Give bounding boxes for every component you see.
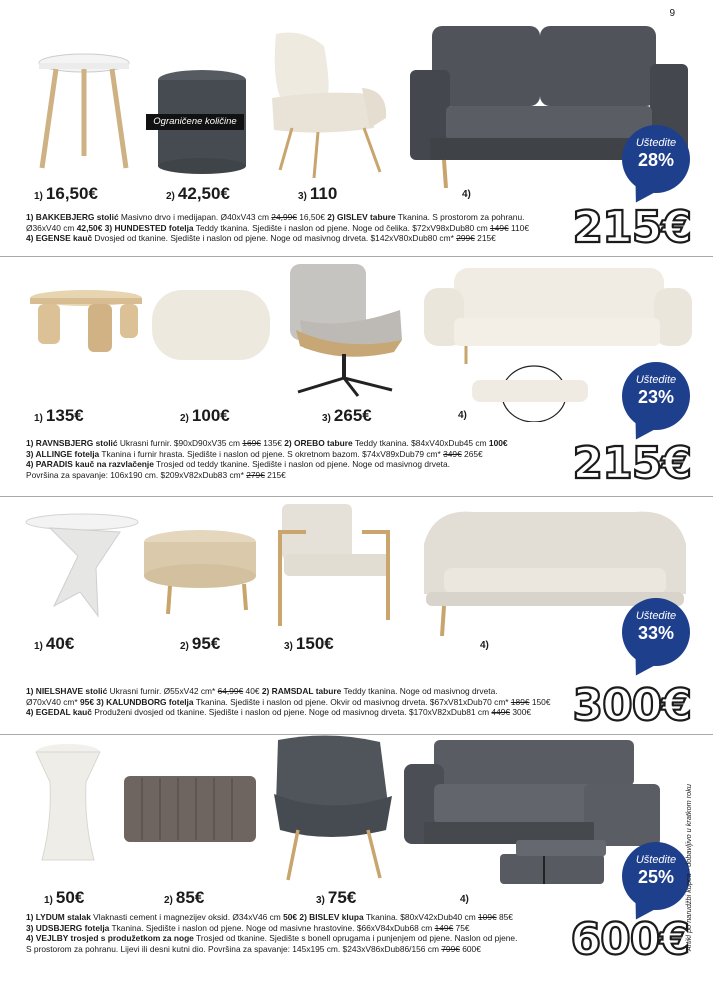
price-item-3: 3) 110 — [298, 184, 338, 203]
bench-image — [120, 772, 260, 852]
teddy-armchair-image — [262, 28, 392, 178]
price-item-3: 3) 150€ — [284, 634, 334, 653]
description-line: 3) ALLINGE fotelja Tkanina i furnir hrasta. Sjedište i naslon od pjene. S okretnom bazom. $74xV89xDub79 cm* 349€ 265€ — [26, 448, 483, 459]
sofa-bed-open-detail-image — [464, 362, 594, 422]
price-item-2: 2) 100€ — [180, 406, 230, 425]
description-line: 1) RAVNSBJERG stolić Ukrasni furnir. $90xD90xV35 cm 169€ 135€ 2) OREBO tabure Teddy tkanina. $84xV40xDub45 cm 100€ — [26, 438, 508, 448]
cement-stool-image — [28, 742, 108, 872]
price-item-2: 2) 42,50€ — [166, 184, 230, 203]
price-item-2: 2) 95€ — [180, 634, 221, 653]
price-item-3: 3) 265€ — [322, 406, 372, 425]
price-item-4: 4) — [462, 189, 471, 200]
round-pouf-image — [140, 528, 260, 618]
description-line: 1) BAKKEBJERG stolić Masivno drvo i medijapan. Ø40xV43 cm 24,99€ 16,50€ 2) GISLEV tabure Tkanina. S prostorom za pohranu. — [26, 212, 525, 222]
product-description — [26, 912, 566, 955]
price-item-1: 1) 40€ — [34, 634, 75, 653]
frame-armchair-image — [272, 500, 402, 630]
description-line: Ø70xV40 cm* 95€ 3) KALUNDBORG fotelja Tkanina. Sjedište i naslon od pjene. Okvir od masivnog drveta. $67xV81xDub70 cm* 189€ 150€ — [26, 696, 551, 707]
description-line: 4) EGEDAL kauč Produženi dvosjed od tkanine. Sjedište i naslon od pjene. Noge od masivnog drveta. $170xV82xDub81 cm 449€ 300€ — [26, 707, 532, 718]
side-note: *Artikl po narudžbi kupca - dobavljivo u kratkom roku — [684, 784, 693, 954]
price-item-1: 1) 50€ — [44, 888, 85, 907]
price-item-1: 1) 16,50€ — [34, 184, 98, 203]
product-description — [26, 438, 566, 481]
side-table-image — [24, 512, 144, 622]
price-item-2: 2) 85€ — [164, 888, 205, 907]
price-item-4: 4) — [460, 894, 469, 905]
description-line: S prostorom za pohranu. Lijevi ili desni kutni dio. Površina za spavanje: 145x195 cm. $243xV86xDub86/156 cm 799€ 600€ — [26, 944, 481, 955]
description-line: 4) EGENSE kauč Dvosjed od tkanine. Sjedište i naslon od pjene. Noge od masivnog drveta. $142xV80xDub80 cm* 299€ 215€ — [26, 233, 496, 244]
big-price: 300€ — [572, 680, 691, 731]
savings-badge: Uštedite 28% — [622, 125, 690, 193]
savings-badge: Uštedite 23% — [622, 362, 690, 430]
side-table-image — [28, 48, 138, 178]
big-price: 215€ — [572, 438, 691, 489]
savings-badge: Uštedite 25% — [622, 842, 690, 910]
page-number: 9 — [669, 8, 675, 19]
divider — [0, 256, 713, 257]
limited-quantity-badge: Ograničene količine — [146, 114, 244, 130]
big-price: 215€ — [572, 202, 691, 253]
sofa-bed-image — [424, 266, 694, 366]
sofa-bed-open-detail-image — [496, 836, 616, 896]
description-line: 1) LYDUM stalak Vlaknasti cement i magnezijev oksid. Ø34xV46 cm 50€ 2) BISLEV klupa Tkanina. $80xV42xDub40 cm 109€ 85€ — [26, 912, 513, 922]
description-line: Površina za spavanje: 106x190 cm. $209xV82xDub83 cm* 279€ 215€ — [26, 470, 286, 481]
swivel-armchair-image — [282, 260, 412, 400]
teddy-pouf-image — [148, 286, 278, 366]
divider — [0, 496, 713, 497]
coffee-table-image — [28, 288, 148, 358]
savings-badge: Uštedite 33% — [622, 598, 690, 666]
description-line: 1) NIELSHAVE stolić Ukrasni furnir. Ø55xV42 cm* 64,99€ 40€ 2) RAMSDAL tabure Teddy tkanina. Noge od masivnog drveta. — [26, 686, 498, 696]
product-description — [26, 686, 566, 718]
description-line: 3) UDSBJERG fotelja Tkanina. Sjedište i naslon od pjene. Noge od masivne hrastovine. $66xV84xDub68 cm 149€ 75€ — [26, 922, 470, 933]
big-price: 600€ — [570, 914, 689, 965]
price-item-3: 3) 75€ — [316, 888, 357, 907]
price-item-4: 4) — [480, 640, 489, 651]
price-item-4: 4) — [458, 410, 467, 421]
description-line: 4) VEJLBY trosjed s produžetkom za noge Trosjed od tkanine. Sjedište s bonell oprugama i punjenjem od pjene. Naslon od pjene. — [26, 933, 518, 944]
price-item-1: 1) 135€ — [34, 406, 84, 425]
grey-armchair-image — [270, 734, 400, 884]
description-line: Ø36xV40 cm 42,50€ 3) HUNDESTED fotelja Teddy tkanina. Sjedište i naslon od pjene. Noge od čelika. $72xV98xDub80 cm 149€ 110€ — [26, 222, 529, 233]
description-line: 4) PARADIS kauč na razvlačenje Trosjed od teddy tkanine. Sjedište i naslon od pjene. Noge od masivnog drveta. — [26, 459, 450, 470]
product-description — [26, 212, 566, 244]
